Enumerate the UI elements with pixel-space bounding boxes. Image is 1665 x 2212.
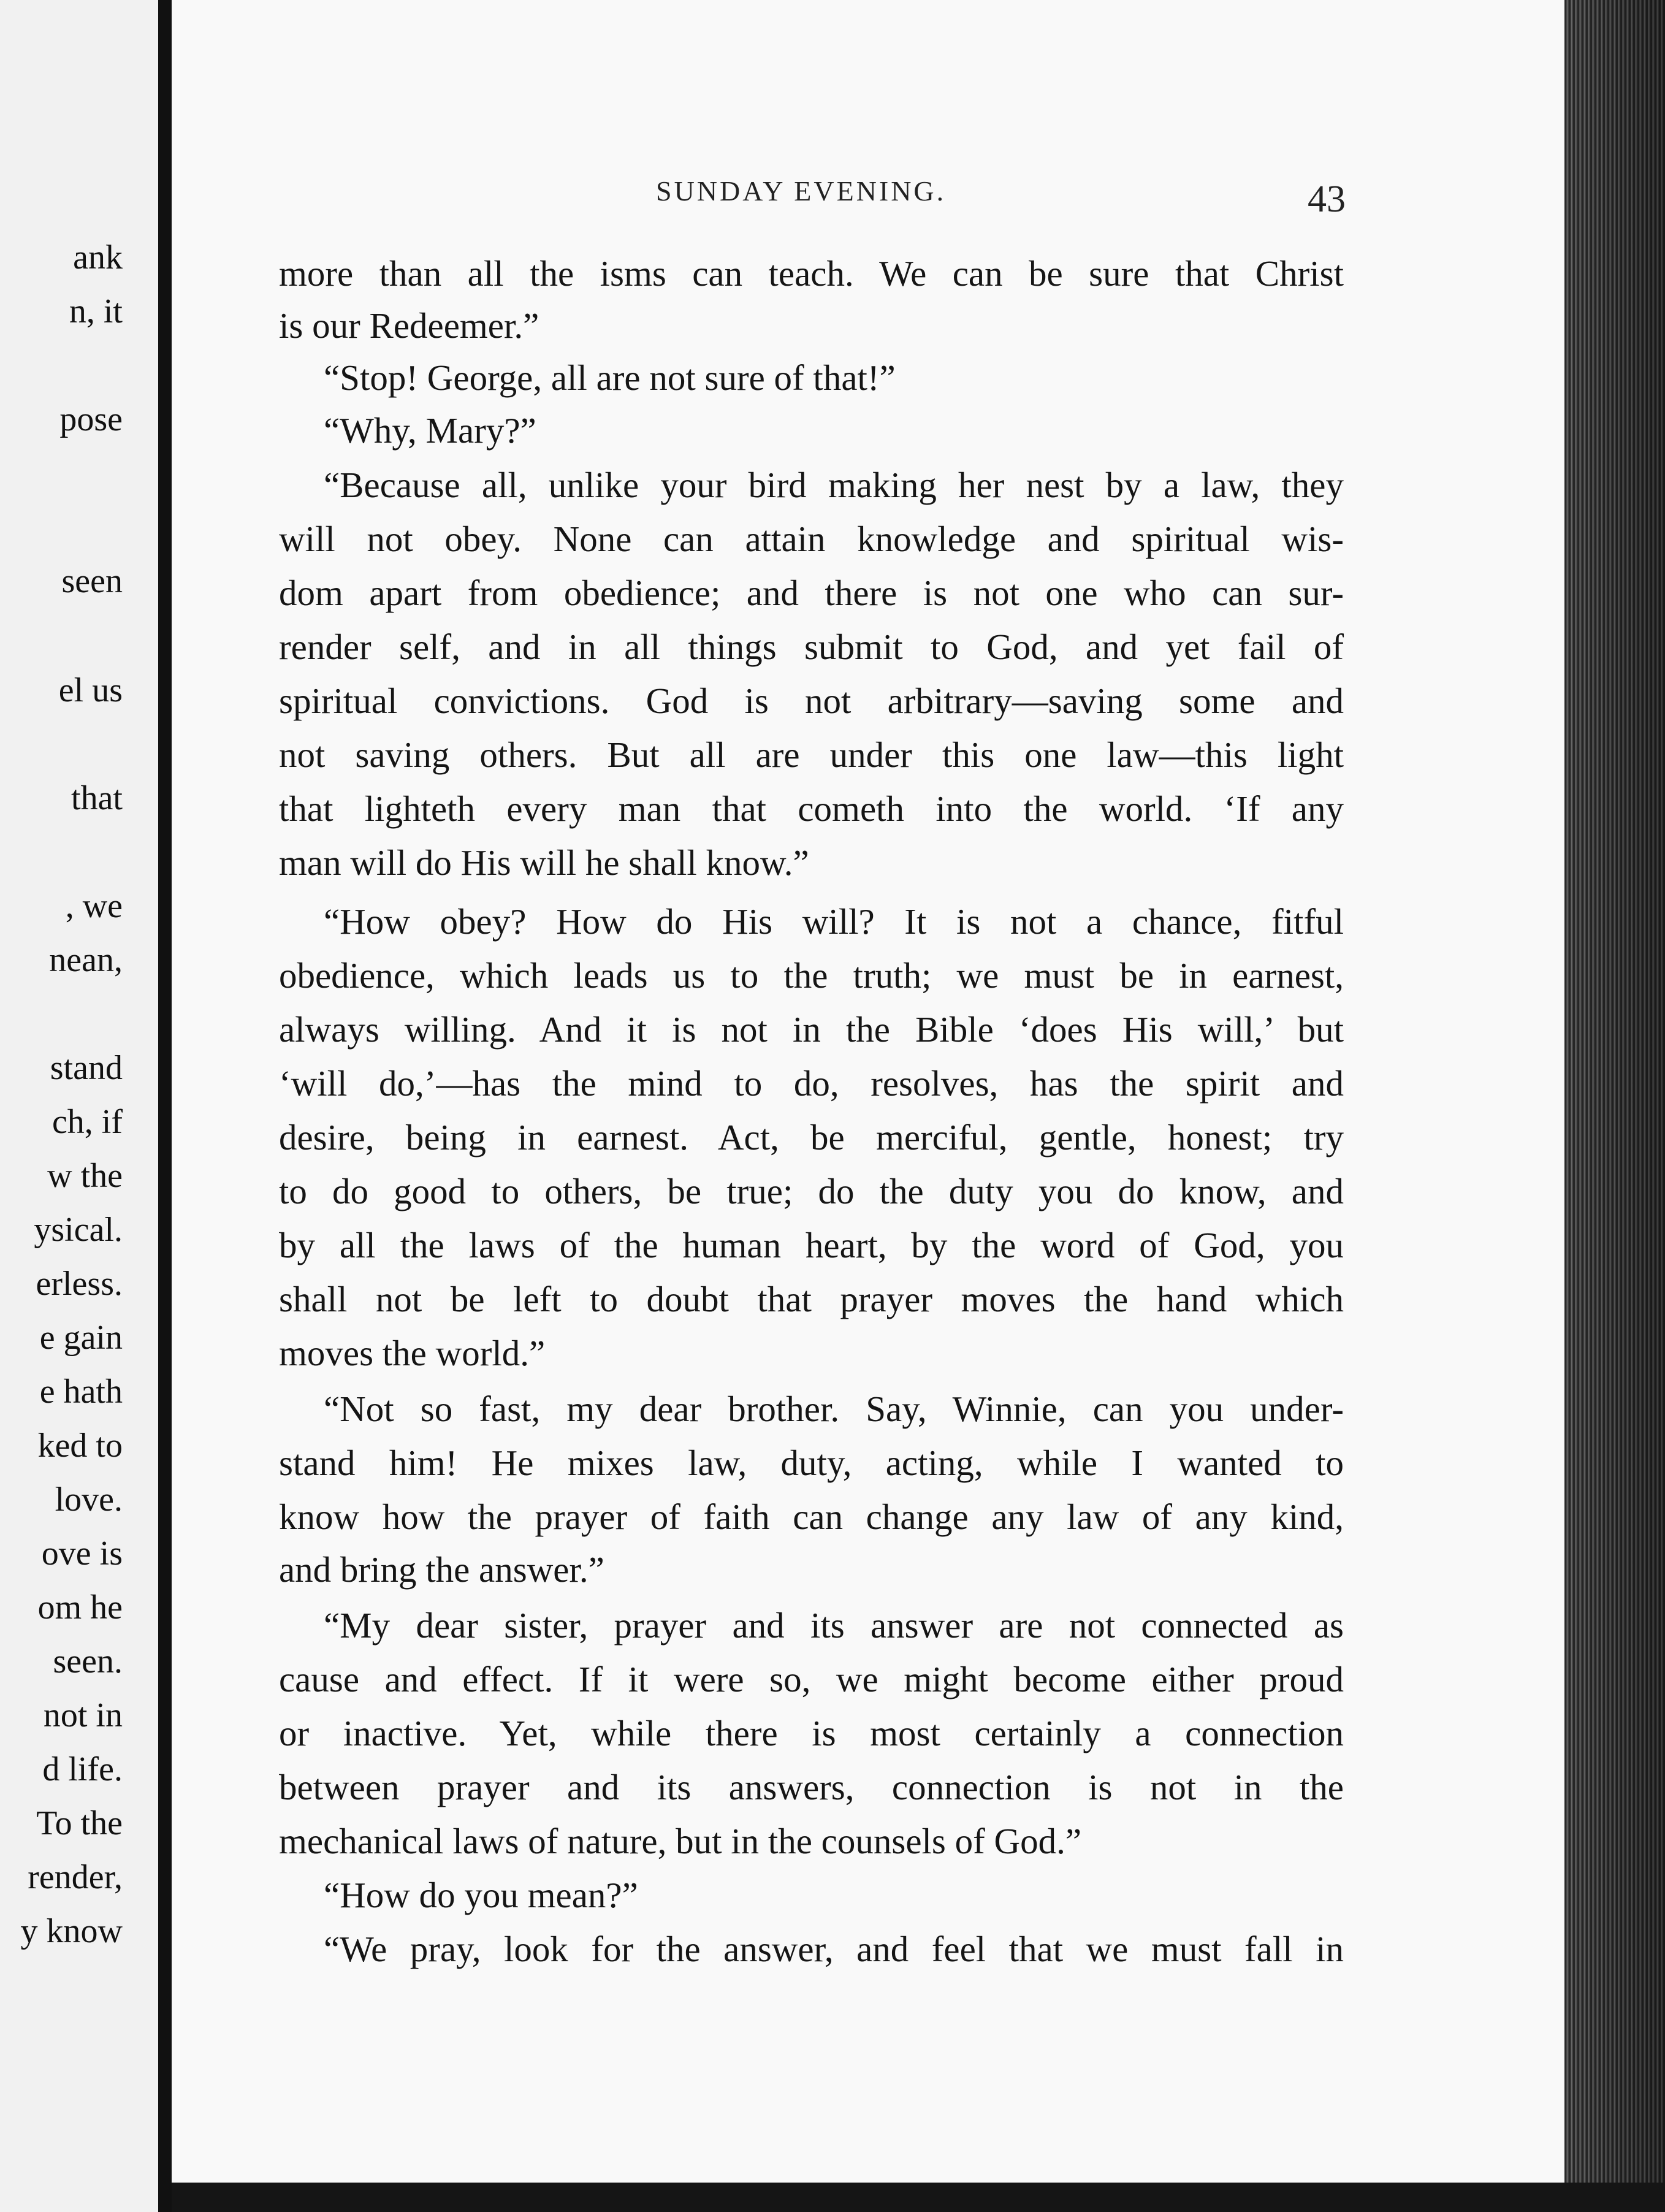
text-line: “We pray, look for the answer, and feel that we must fall in bbox=[324, 1929, 1344, 1969]
left-line: nean, bbox=[49, 941, 123, 979]
text-line: that lighteth every man that cometh into the world. ‘If any bbox=[279, 788, 1344, 829]
left-line: ch, if bbox=[51, 1103, 123, 1141]
left-line: y know bbox=[20, 1912, 123, 1950]
text-line: mechanical laws of nature, but in the counsels of God.” bbox=[279, 1821, 1082, 1861]
text-line: not saving others. But all are under this one law—this light bbox=[279, 734, 1344, 775]
text-line: know how the prayer of faith can change any law of any kind, bbox=[279, 1497, 1344, 1537]
left-line: ove is bbox=[41, 1535, 123, 1573]
text-line: obedience, which leads us to the truth; we must be in earnest, bbox=[279, 955, 1344, 996]
text-line: moves the world.” bbox=[279, 1333, 546, 1373]
text-line: more than all the isms can teach. We can be sure that Christ bbox=[279, 253, 1344, 294]
book-gutter bbox=[158, 0, 172, 2212]
text-line: dom apart from obedience; and there is not one who can sur- bbox=[279, 573, 1344, 613]
left-line: e gain bbox=[39, 1319, 123, 1357]
text-line: between prayer and its answers, connection is not in the bbox=[279, 1767, 1344, 1807]
left-line: love. bbox=[55, 1481, 123, 1519]
text-line: “Because all, unlike your bird making her nest by a law, they bbox=[324, 465, 1344, 505]
left-line: render, bbox=[28, 1858, 123, 1896]
left-line: To the bbox=[36, 1804, 123, 1842]
text-line: is our Redeemer.” bbox=[279, 305, 539, 346]
left-page bbox=[0, 0, 164, 2212]
page-number: 43 bbox=[1308, 178, 1346, 220]
left-line: d life. bbox=[42, 1750, 123, 1788]
left-line: n, it bbox=[69, 292, 123, 330]
text-line: render self, and in all things submit to God, and yet fail of bbox=[279, 627, 1344, 667]
text-line: “Stop! George, all are not sure of that!” bbox=[324, 357, 896, 398]
left-line: stand bbox=[50, 1049, 123, 1087]
text-line: man will do His will he shall know.” bbox=[279, 842, 809, 883]
text-line: to do good to others, be true; do the duty you do know, and bbox=[279, 1171, 1344, 1211]
page-bottom-edge bbox=[172, 2183, 1665, 2212]
left-line: ank bbox=[73, 238, 123, 276]
text-line: by all the laws of the human heart, by the word of God, you bbox=[279, 1225, 1344, 1265]
text-line: “My dear sister, prayer and its answer are not connected as bbox=[324, 1605, 1344, 1646]
left-line: that bbox=[71, 779, 123, 817]
left-line: ysical. bbox=[34, 1211, 123, 1249]
left-line: erless. bbox=[36, 1265, 123, 1303]
text-line: spiritual convictions. God is not arbitrary—saving some and bbox=[279, 681, 1344, 721]
left-line: e hath bbox=[39, 1373, 123, 1411]
text-line: desire, being in earnest. Act, be merciful, gentle, honest; try bbox=[279, 1117, 1344, 1157]
left-line: el us bbox=[58, 671, 123, 709]
text-line: stand him! He mixes law, duty, acting, while I wanted to bbox=[279, 1443, 1344, 1483]
text-line: shall not be left to doubt that prayer moves the hand which bbox=[279, 1279, 1344, 1319]
text-line: will not obey. None can attain knowledge and spiritual wis- bbox=[279, 519, 1344, 559]
text-line: “How do you mean?” bbox=[324, 1875, 638, 1915]
left-line: om he bbox=[37, 1588, 123, 1627]
text-line: and bring the answer.” bbox=[279, 1549, 604, 1590]
text-line: “Not so fast, my dear brother. Say, Winnie, can you under- bbox=[324, 1389, 1344, 1429]
text-line: cause and effect. If it were so, we might become either proud bbox=[279, 1659, 1344, 1699]
left-line: pose bbox=[59, 400, 123, 438]
running-head: SUNDAY EVENING. bbox=[656, 175, 947, 207]
left-line: seen. bbox=[53, 1642, 123, 1680]
text-line: “Why, Mary?” bbox=[324, 410, 536, 451]
text-line: or inactive. Yet, while there is most certainly a connection bbox=[279, 1713, 1344, 1753]
page-edges-shadow bbox=[1564, 0, 1665, 2212]
left-line: not in bbox=[43, 1696, 123, 1734]
left-line: seen bbox=[61, 562, 123, 600]
text-line: “How obey? How do His will? It is not a chance, fitful bbox=[324, 901, 1344, 942]
left-line: , we bbox=[65, 887, 123, 925]
text-line: ‘will do,’—has the mind to do, resolves, has the spirit and bbox=[279, 1063, 1344, 1104]
left-line: w the bbox=[47, 1157, 123, 1195]
text-line: always willing. And it is not in the Bible ‘does His will,’ but bbox=[279, 1009, 1344, 1050]
left-line: ked to bbox=[37, 1427, 123, 1465]
